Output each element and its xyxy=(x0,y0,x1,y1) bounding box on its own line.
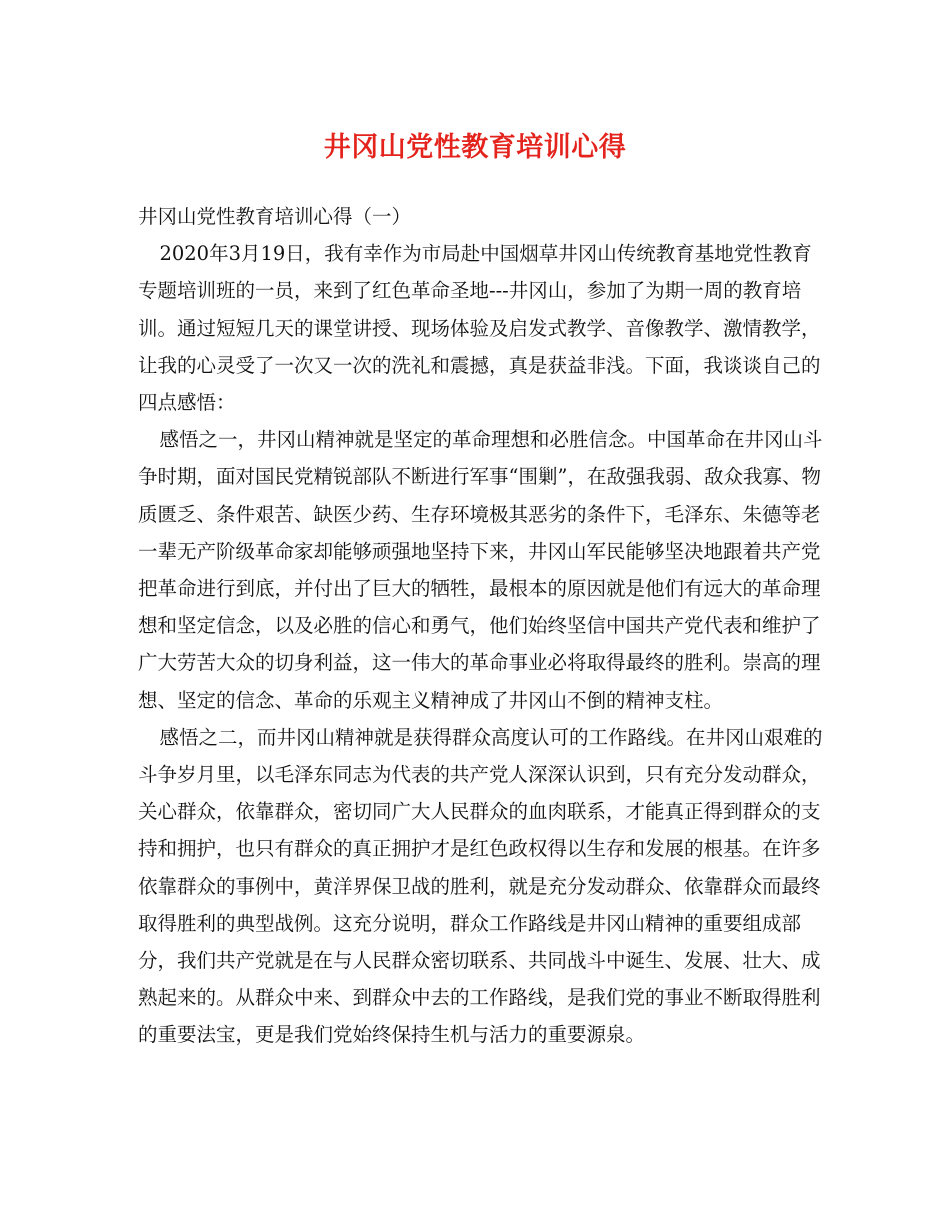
section-heading: 井冈山党性教育培训心得（一） xyxy=(138,205,412,228)
paragraph-insight-two: 感悟之二，而井冈山精神就是获得群众高度认可的工作路线。在井冈山艰难的斗争岁月里，以毛泽东同志为代表的共产党人深深认识到，只有充分发动群众，关心群众，依靠群众，密切同广大人民群众的血肉联系，才能真正得到群众的支持和拥护，也只有群众的真正拥护才是红色政权得以生存和发展的根基。在许多依靠群众的事例中，黄洋界保卫战的胜利，就是充分发动群众、依靠群众而最终取得胜利的典型战例。这充分说明，群众工作路线是井冈山精神的重要组成部分，我们共产党就是在与人民群众密切联系、共同战斗中诞生、发展、壮大、成熟起来的。从群众中来、到群众中去的工作路线，是我们党的事业不断取得胜利的重要法宝，更是我们党始终保持生机与活力的重要源泉。 xyxy=(138,725,823,1047)
paragraph-intro: 2020年3月19日，我有幸作为市局赴中国烟草井冈山传统教育基地党性教育专题培训班的一员，来到了红色革命圣地---井冈山，参加了为期一周的教育培训。通过短短几天的课堂讲授、现场体验及启发式教学、音像教学、激情教学，让我的心灵受了一次又一次的洗礼和震撼，真是获益非浅。下面，我谈谈自己的四点感悟： xyxy=(138,242,821,415)
document-title: 井冈山党性教育培训心得 xyxy=(323,132,627,163)
paragraph-insight-one: 感悟之一，井冈山精神就是坚定的革命理想和必胜信念。中国革命在井冈山斗争时期，面对国民党精锐部队不断进行军事“围剿”，在敌强我弱、敌众我寡、物质匮乏、条件艰苦、缺医少药、生存环境极其恶劣的条件下，毛泽东、朱德等老一辈无产阶级革命家却能够顽强地坚持下来，井冈山军民能够坚决地跟着共产党把革命进行到底，并付出了巨大的牺牲，最根本的原因就是他们有远大的革命理想和坚定信念，以及必胜的信心和勇气，他们始终坚信中国共产党代表和维护了广大劳苦大众的切身利益，这一伟大的革命事业必将取得最终的胜利。崇高的理想、坚定的信念、革命的乐观主义精神成了井冈山不倒的精神支柱。 xyxy=(138,428,823,712)
document-body xyxy=(138,198,828,1054)
